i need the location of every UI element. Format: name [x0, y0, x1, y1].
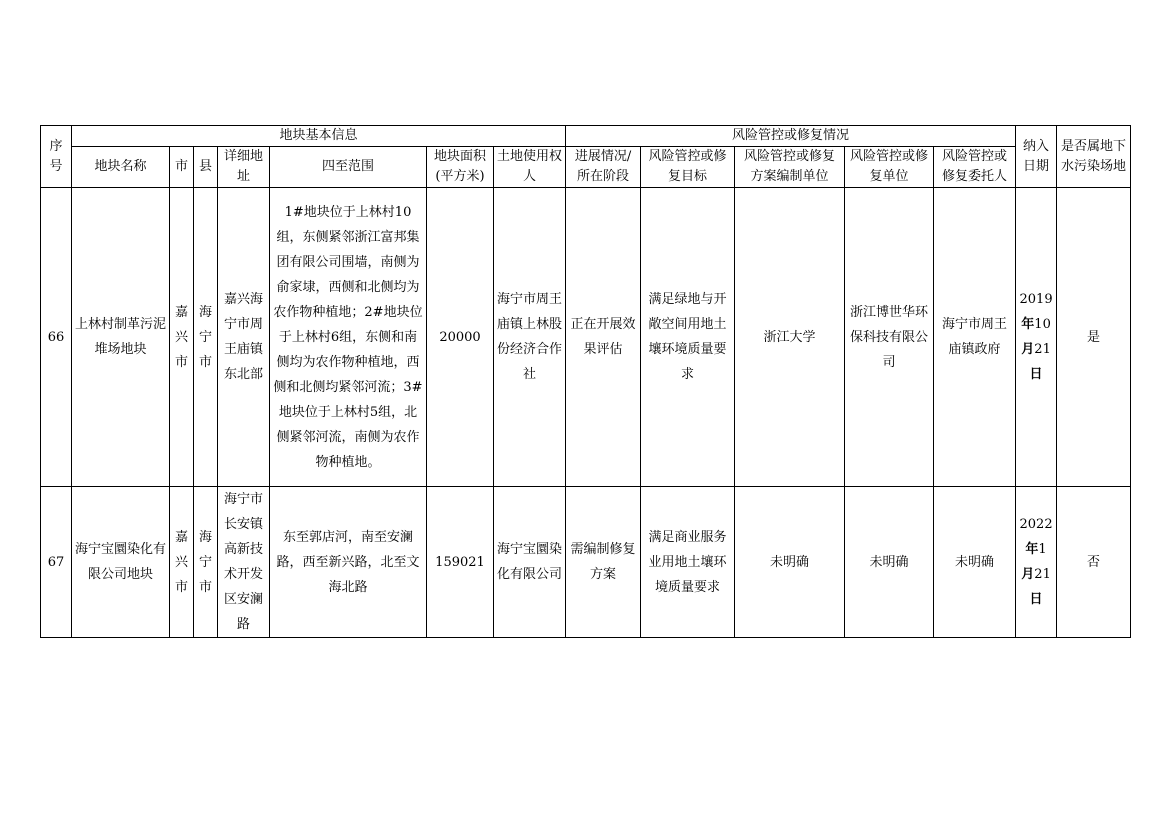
- cell-progress: 需编制修复方案: [566, 487, 641, 638]
- header-city: 市: [170, 147, 194, 188]
- date-day-char: 日: [1029, 367, 1043, 382]
- cell-repair-unit: 未明确: [845, 487, 934, 638]
- cell-city: 嘉兴市: [170, 487, 194, 638]
- cell-date: [1016, 188, 1057, 487]
- header-target: 风险管控或修复目标: [641, 147, 735, 188]
- date-month: 10: [1034, 317, 1051, 332]
- header-owner: 土地使用权人: [494, 147, 566, 188]
- date-year: 2022: [1019, 517, 1053, 532]
- header-name: 地块名称: [72, 147, 170, 188]
- cell-seq: 67: [41, 487, 72, 638]
- header-plan-unit: 风险管控或修复方案编制单位: [735, 147, 845, 188]
- cell-groundwater: 是: [1057, 188, 1131, 487]
- date-day-char: 日: [1029, 592, 1043, 607]
- cell-county: 海宁市: [194, 487, 218, 638]
- cell-area: 159021: [427, 487, 494, 638]
- header-groundwater: 是否属地下水污染场地: [1057, 126, 1131, 188]
- cell-client: 未明确: [934, 487, 1016, 638]
- date-year: 2019: [1019, 292, 1053, 307]
- cell-groundwater: 否: [1057, 487, 1131, 638]
- header-area: 地块面积(平方米): [427, 147, 494, 188]
- date-month: 1: [1038, 542, 1047, 557]
- date-year-char: 年: [1021, 317, 1035, 332]
- date-day: 21: [1034, 342, 1051, 357]
- header-address: 详细地址: [218, 147, 270, 188]
- table-row: [41, 188, 1131, 487]
- header-seq: 序号: [41, 126, 72, 188]
- cell-name: 海宁宝圜染化有限公司地块: [72, 487, 170, 638]
- cell-county: 海宁市: [194, 188, 218, 487]
- cell-owner: 海宁市周王庙镇上林股份经济合作社: [494, 188, 566, 487]
- cell-target: 满足绿地与开敞空间用地土壤环境质量要求: [641, 188, 735, 487]
- table-row: [41, 487, 1131, 638]
- cell-date: [1016, 487, 1057, 638]
- cell-address: 海宁市长安镇高新技术开发区安澜路: [218, 487, 270, 638]
- cell-city: 嘉兴市: [170, 188, 194, 487]
- cell-address: 嘉兴海宁市周王庙镇东北部: [218, 188, 270, 487]
- cell-owner: 海宁宝圜染化有限公司: [494, 487, 566, 638]
- cell-progress: 正在开展效果评估: [566, 188, 641, 487]
- cell-plan-unit: 浙江大学: [735, 188, 845, 487]
- cell-plan-unit: 未明确: [735, 487, 845, 638]
- contaminated-site-table: [40, 125, 1131, 638]
- header-repair-unit: 风险管控或修复单位: [845, 147, 934, 188]
- header-group-basic-info: 地块基本信息: [72, 126, 566, 147]
- cell-boundary: 东至郭店河，南至安澜路，西至新兴路，北至文海北路: [270, 487, 427, 638]
- header-boundary: 四至范围: [270, 147, 427, 188]
- header-group-risk-control: 风险管控或修复情况: [566, 126, 1016, 147]
- date-year-char: 年: [1025, 542, 1039, 557]
- cell-seq: 66: [41, 188, 72, 487]
- date-month-char: 月: [1021, 567, 1035, 582]
- cell-client: 海宁市周王庙镇政府: [934, 188, 1016, 487]
- cell-boundary: 1#地块位于上林村10组，东侧紧邻浙江富邦集团有限公司围墙，南侧为俞家埭，西侧和北侧均为农作物种植地；2#地块位于上林村6组，东侧和南侧均为农作物种植地，西侧和北侧均紧邻河流；3#地块位于上林村5组，北侧紧邻河流，南侧为农作物种植地。: [270, 188, 427, 487]
- header-county: 县: [194, 147, 218, 188]
- header-progress: 进展情况/所在阶段: [566, 147, 641, 188]
- cell-name: 上林村制革污泥堆场地块: [72, 188, 170, 487]
- header-date: 纳入日期: [1016, 126, 1057, 188]
- date-day: 21: [1034, 567, 1051, 582]
- cell-area: 20000: [427, 188, 494, 487]
- cell-repair-unit: 浙江博世华环保科技有限公司: [845, 188, 934, 487]
- date-month-char: 月: [1021, 342, 1035, 357]
- cell-target: 满足商业服务业用地土壤环境质量要求: [641, 487, 735, 638]
- header-client: 风险管控或修复委托人: [934, 147, 1016, 188]
